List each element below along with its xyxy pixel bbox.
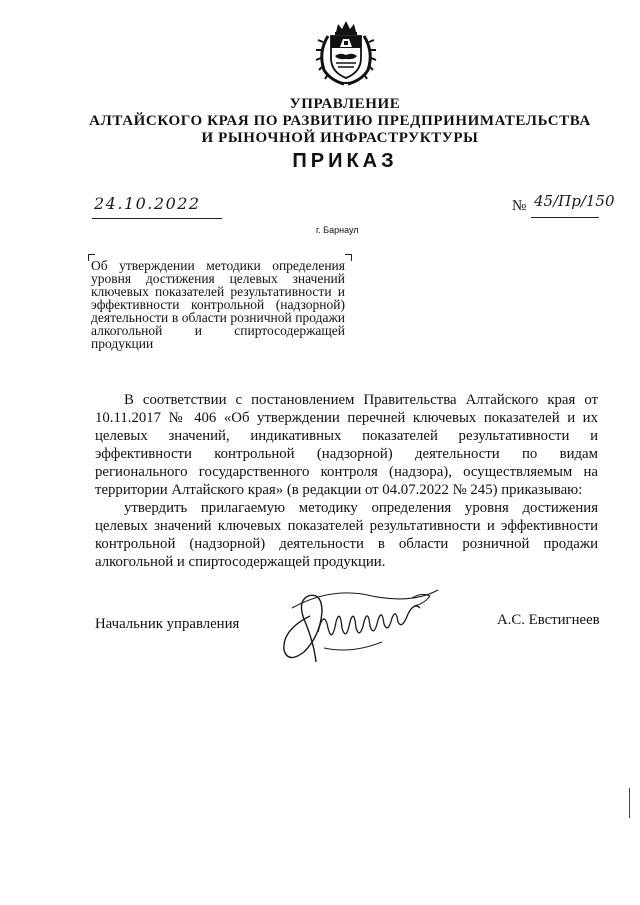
organization-name-line-1: УПРАВЛЕНИЕ [289,96,401,112]
signatory-name: А.С. Евстигнеев [497,612,600,628]
document-number-label: № [512,198,527,214]
signatory-position: Начальник управления [95,616,240,632]
body-paragraph-preamble: В соответствии с постановлением Правительства Алтайского края от 10.11.2017 № 406 «Об утверждении перечней ключевых показателей и их целевых значений, индикативных показателей результативности и эффективности контрольной (надзорной) деятельности по видам регионального государственного контроля (надзора), осуществляемым на территории Алтайского края» (в редакции от 04.07.2022 № 245) приказываю: [95,392,598,498]
document-number-field [531,192,615,218]
handwritten-document-number: 45/Пр/150 [534,192,615,210]
issuing-city: г. Барнаул [316,225,359,235]
organization-name-line-3: И РЫНОЧНОЙ ИНФРАСТРУКТУРЫ [201,130,479,146]
subject-block [88,254,352,354]
handwritten-signature [262,578,446,668]
subject-bracket-top-right [345,254,352,261]
body-paragraph-directive: утвердить прилагаемую методику определения уровня достижения целевых значений ключевых показателей результативности и эффективности контрольной (надзорной) деятельности в области розничной продажи алкогольной и спиртосодержащей продукции. [95,500,598,570]
document-date-field [92,196,222,219]
handwritten-date: 24.10.2022 [94,194,201,213]
organization-name-line-2: АЛТАЙСКОГО КРАЯ ПО РАЗВИТИЮ ПРЕДПРИНИМАТЕЛЬСТВА [89,113,591,129]
scan-edge-mark [629,788,630,818]
altai-krai-coat-of-arms-icon [314,18,378,88]
order-subject: Об утверждении методики определения уровня достижения целевых значений ключевых показателей результативности и эффективности контрольной (надзорной) деятельности в области розничной продажи алкогольной и спиртосодержащей продукции [91,258,345,351]
document-type-title: ПРИКАЗ [292,150,398,172]
order-body [95,391,598,571]
